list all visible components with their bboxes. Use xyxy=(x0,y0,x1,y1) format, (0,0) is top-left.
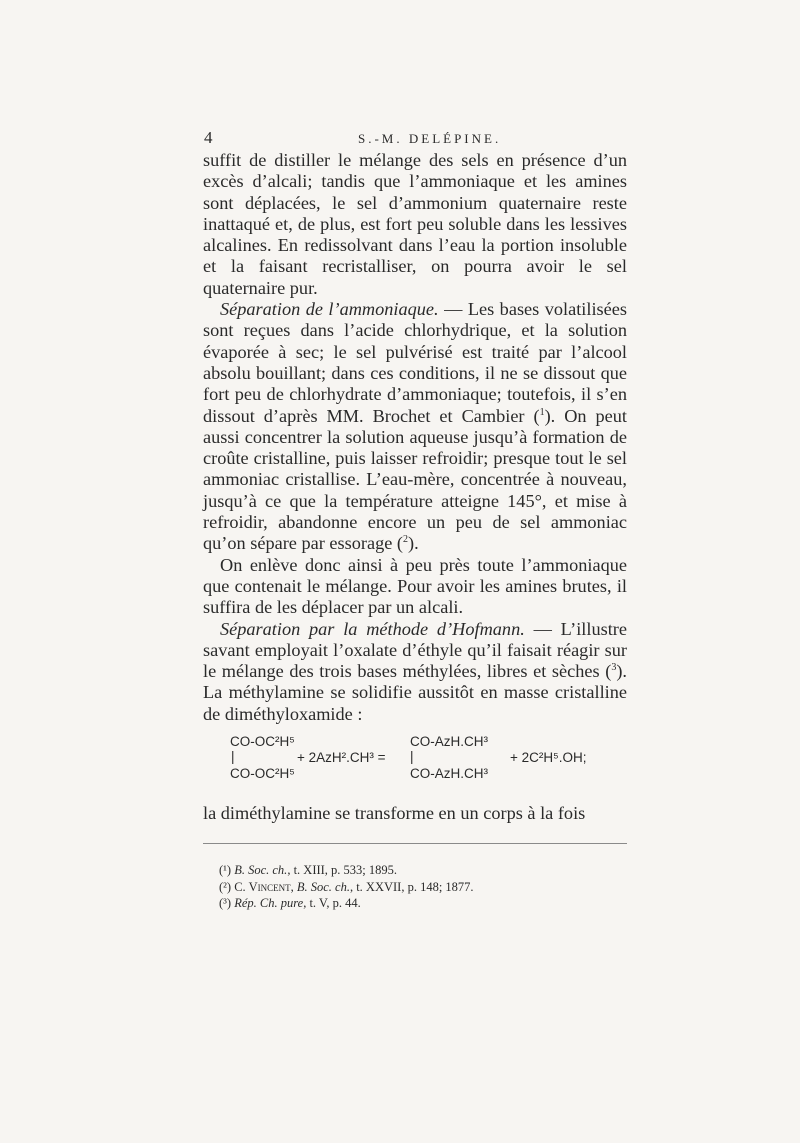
body-text xyxy=(203,150,627,725)
footnote-mark: (¹) xyxy=(219,863,232,877)
paragraph-3: On enlève donc ainsi à peu près toute l’ammoniaque que contenait le mélange. Pour avoir les amines brutes, il suffira de les déplacer par un alcali. xyxy=(203,554,627,618)
paragraph-2 xyxy=(203,299,627,555)
footnote-1 xyxy=(219,862,629,879)
footnote-detail: , t. XXVII, p. 148; 1877. xyxy=(349,879,474,894)
footnote-source: B. Soc. ch. xyxy=(296,879,350,894)
paragraph-2-text-b: ). On peut aussi concentrer la solution aqueuse jusqu’à formation de croûte cristalline, puis laisser refroidir; presque tout le sel ammoniac cristallise. L’eau-mère, concentrée à nouveau, jusqu’à ce que la température atteigne 145°, et mise à refroidir, abandonne encore un peu de sel ammoniac qu’on sépare par essorage ( xyxy=(203,405,627,554)
section-heading-hofmann: Séparation par la méthode d’Hofmann. xyxy=(220,618,525,639)
footnote-author: C. Vincent xyxy=(234,879,291,894)
paragraph-4-text-b: ). La méthylamine se solidifie aussitôt en masse cristalline de diméthyloxamide : xyxy=(203,661,627,724)
footnote-source: Rép. Ch. pure xyxy=(234,896,304,910)
footnote-detail: , t. XIII, p. 533; 1895. xyxy=(287,863,398,877)
formula-left-bottom: CO-OC²H⁵ xyxy=(230,766,295,781)
formula-right-bottom: CO-AzH.CH³ xyxy=(410,766,488,781)
footnote-mark: (³) xyxy=(219,896,232,910)
footnote-3 xyxy=(219,895,629,912)
paragraph-2-text-a: — Les bases volatilisées sont reçues dans l’acide chlorhydrique, et la solution évaporée à sec; le sel pulvérisé est traité par l’alcool absolu bouillant; dans ces conditions, il ne se dissout que fort peu de chlorhydrate d’ammoniaque; toutefois, il s’en dissout d’après MM. Brochet et Cambier ( xyxy=(203,299,627,426)
footnote-mark: (²) xyxy=(219,879,232,894)
formula-left-top: CO-OC²H⁵ xyxy=(230,734,295,749)
footnote-ref-1: 1 xyxy=(539,406,545,418)
formula-left-bar: | xyxy=(231,749,235,764)
paragraph-1: suffit de distiller le mélange des sels en présence d’un excès d’alcali; tandis que l’ammoniaque et les amines sont déplacées, le sel d’ammonium quaternaire reste inattaqué et, de plus, est fort peu soluble dans les lessives alcalines. En redissolvant dans l’eau la portion insoluble et la faisant recristalliser, on pourra avoir le sel quaternaire pur. xyxy=(203,150,627,298)
footnote-source: B. Soc. ch. xyxy=(234,863,288,877)
page-header xyxy=(204,128,624,152)
continuation-line: la diméthylamine se transforme en un corps à la fois xyxy=(203,803,586,823)
page-number: 4 xyxy=(204,128,213,147)
formula-right-top: CO-AzH.CH³ xyxy=(410,734,488,749)
section-heading-ammoniaque: Séparation de l’ammoniaque. xyxy=(220,299,439,320)
paragraph-4-text-a: — L’illustre savant employait l’oxalate d’éthyle qu’il faisait réagir sur le mélange des trois bases méthylées, libres et sèches ( xyxy=(203,618,627,682)
chemical-equation xyxy=(210,734,630,794)
running-title: S.-M. DELÉPINE. xyxy=(358,131,502,146)
footnote-divider xyxy=(203,843,627,844)
formula-reagent: + 2AzH².CH³ = xyxy=(297,750,386,765)
paragraph-2-text-c: ). xyxy=(408,533,419,554)
footnotes xyxy=(219,862,629,912)
footnote-ref-3: 3 xyxy=(611,662,617,674)
formula-product: + 2C²H⁵.OH; xyxy=(510,750,587,765)
formula-right-bar: | xyxy=(410,749,414,764)
footnote-detail: , t. V, p. 44. xyxy=(303,896,361,910)
footnote-2: (²) C. Vincent, B. Soc. ch., t. XXVII, p. 148; 1877. xyxy=(219,879,474,894)
footnote-ref-2: 2 xyxy=(403,534,408,546)
paragraph-4 xyxy=(203,619,627,725)
